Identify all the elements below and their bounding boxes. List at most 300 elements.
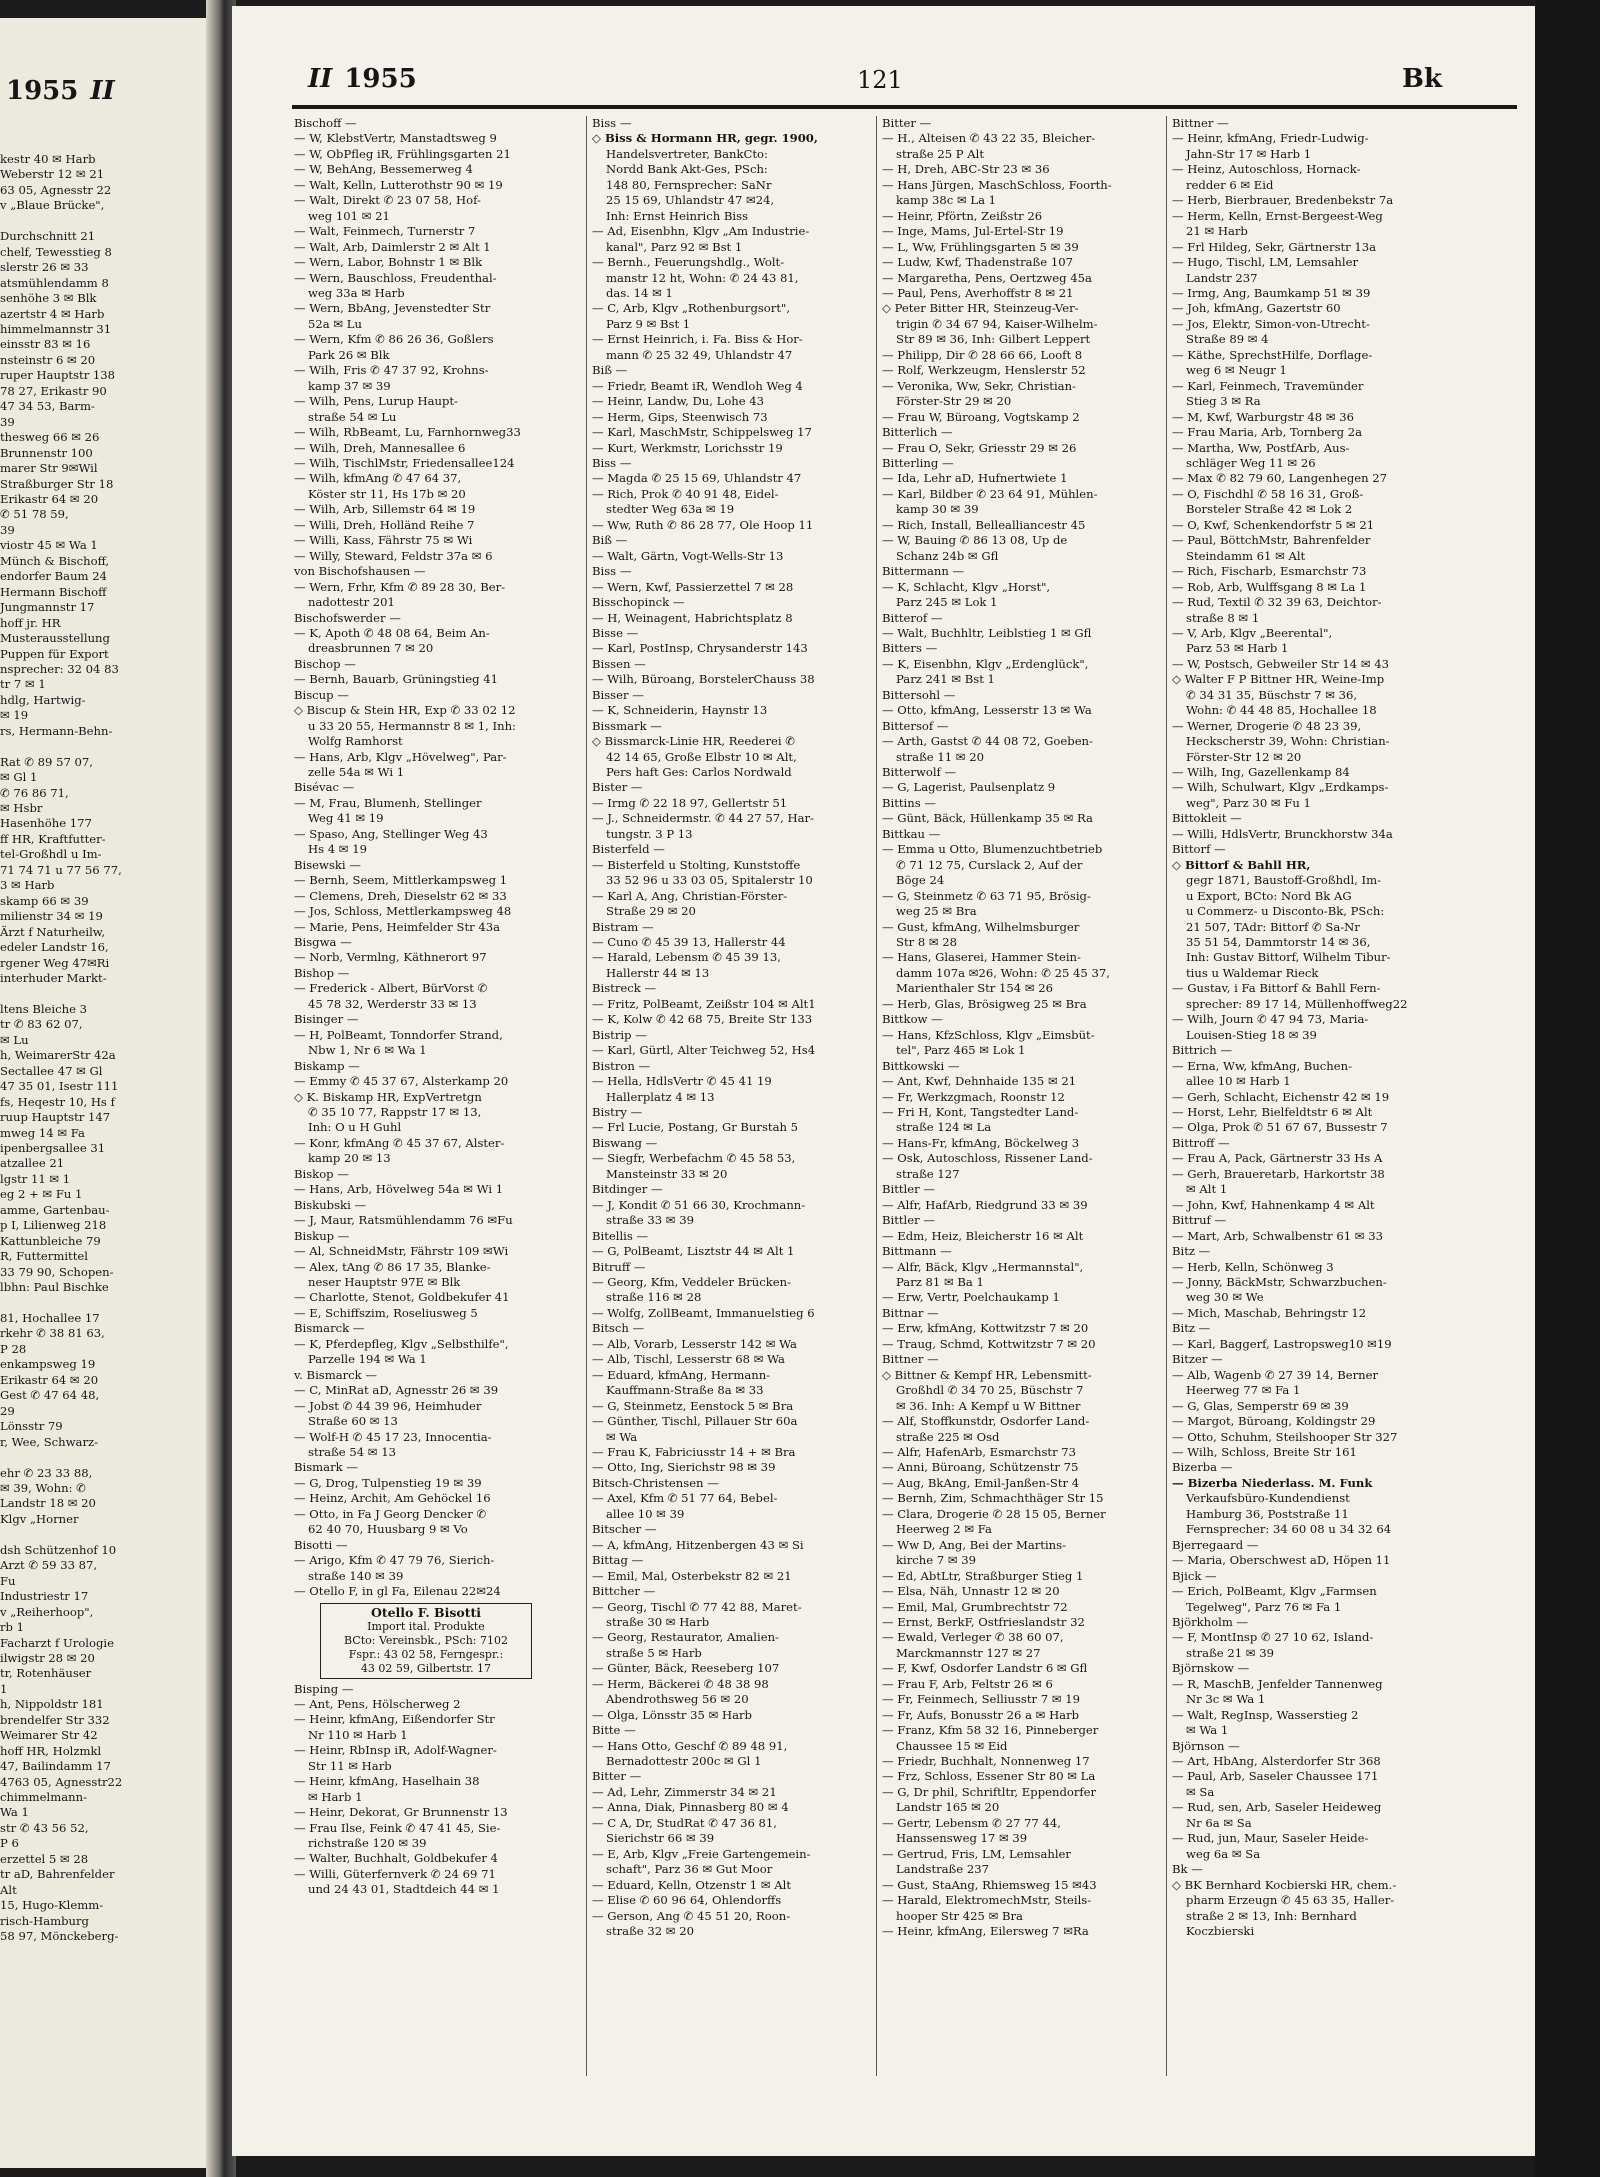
entry-line: — Emma u Otto, Blumenzuchtbetrieb: [882, 842, 1103, 857]
entry-line: weg 101 ✉ 21: [308, 208, 390, 223]
left-page-line: Facharzt f Urologie: [0, 1635, 114, 1650]
entry-line: — Hans, Glaserei, Hammer Stein-: [882, 950, 1081, 965]
entry-heading: Bitz —: [1172, 1321, 1211, 1336]
entry-line: und 24 43 01, Stadtdeich 44 ✉ 1: [308, 1882, 500, 1897]
entry-line: — Frl Hildeg, Sekr, Gärtnerstr 13a: [1172, 239, 1377, 254]
entry-line: Handelsvertreter, BankCto:: [606, 146, 768, 161]
entry-heading: Bittins —: [882, 795, 936, 810]
column-1: [294, 116, 580, 1898]
entry-line: — M, Kwf, Warburgstr 48 ✉ 36: [1172, 409, 1354, 424]
entry-line: — K, Schneiderin, Haynstr 13: [592, 703, 768, 718]
entry-line: — Spaso, Ang, Stellinger Weg 43: [294, 826, 488, 841]
left-page-line: rs, Hermann-Behn-: [0, 723, 113, 738]
column-2: [592, 116, 878, 1939]
entry-line: — G, Steinmetz, Eenstock 5 ✉ Bra: [592, 1398, 794, 1413]
left-page-line: Weimarer Str 42: [0, 1728, 98, 1743]
entry-line: 21 ✉ Harb: [1186, 224, 1248, 239]
entry-line: — R, MaschB, Jenfelder Tannenweg: [1172, 1676, 1383, 1691]
entry-line: — Walt, Direkt ✆ 23 07 58, Hof-: [294, 193, 481, 208]
header-year: 1955: [344, 64, 417, 94]
entry-line: neser Hauptstr 97E ✉ Blk: [308, 1274, 461, 1289]
entry-line: — Gertr, Lebensm ✆ 27 77 44,: [882, 1815, 1061, 1830]
left-page-line: 58 97, Mönckeberg-: [0, 1929, 119, 1944]
entry-line: — Irmg ✆ 22 18 97, Gellertstr 51: [592, 795, 788, 810]
entry-line: — Käthe, SprechstHilfe, Dorflage-: [1172, 347, 1373, 362]
entry-line: straße 54 ✉ 13: [308, 1444, 396, 1459]
entry-line: — Philipp, Dir ✆ 28 66 66, Looft 8: [882, 347, 1083, 362]
entry-line: — W, BehAng, Bessemerweg 4: [294, 162, 473, 177]
entry-line: — John, Kwf, Hahnenkamp 4 ✉ Alt: [1172, 1197, 1375, 1212]
entry-line: — Fr, Aufs, Bonusstr 26 a ✉ Harb: [882, 1707, 1080, 1722]
entry-line: Verkaufsbüro-Kundendienst: [1186, 1491, 1350, 1506]
left-page-line: Erikastr 64 ✉ 20: [0, 491, 99, 506]
entry-line: kamp 30 ✉ 39: [896, 502, 979, 517]
entry-line: 33 52 96 u 33 03 05, Spitalerstr 10: [606, 873, 813, 888]
entry-heading: Bismark —: [294, 1460, 358, 1475]
left-page-line: ✉ Gl 1: [0, 770, 38, 785]
entry-line: — G, PolBeamt, Lisztstr 44 ✉ Alt 1: [592, 1244, 795, 1259]
left-page-line: nsteinstr 6 ✉ 20: [0, 352, 96, 367]
left-page-line: v „Reiherhoop",: [0, 1604, 94, 1619]
entry-heading: Bissen —: [592, 656, 646, 671]
entry-line: — Heinr, kfmAng, Eilersweg 7 ✉Ra: [882, 1924, 1089, 1939]
entry-line: Abendrothsweg 56 ✉ 20: [606, 1692, 749, 1707]
entry-heading: Biss —: [592, 116, 632, 130]
ad-line-4: 43 02 59, Gilbertstr. 17: [360, 1661, 492, 1675]
entry-line: — J, Maur, Ratsmühlendamm 76 ✉Fu: [294, 1213, 513, 1228]
entry-line: Straße 89 ✉ 4: [1186, 332, 1269, 347]
entry-line: Wohn: ✆ 44 48 85, Hochallee 18: [1186, 703, 1377, 718]
entry-line: — Marie, Pens, Heimfelder Str 43a: [294, 919, 501, 934]
entry-line: — Frau A, Pack, Gärtnerstr 33 Hs A: [1172, 1151, 1383, 1166]
entry-heading: Bistram —: [592, 919, 654, 934]
entry-line: — Walt, Gärtn, Vogt-Wells-Str 13: [592, 548, 784, 563]
entry-line: — Herb, Glas, Brösigweg 25 ✉ Bra: [882, 996, 1087, 1011]
entry-heading: Bitellis —: [592, 1228, 649, 1243]
entry-line: — Otto, Schuhm, Steilshooper Str 327: [1172, 1429, 1398, 1444]
entry-line: Inh: Ernst Heinrich Biss: [606, 208, 749, 223]
left-page-line: Straßburger Str 18: [0, 476, 114, 491]
left-page-line: Weberstr 12 ✉ 21: [0, 167, 105, 182]
entry-line: — W, ObPfleg iR, Frühlingsgarten 21: [294, 146, 511, 161]
left-page-line: Brunnenstr 100: [0, 445, 93, 460]
entry-heading: Bistron —: [592, 1058, 651, 1073]
column-divider: [1166, 116, 1167, 2076]
entry-line: Parz 53 ✉ Harb 1: [1186, 641, 1289, 656]
entry-line: — Wilh, Schloss, Breite Str 161: [1172, 1444, 1357, 1459]
entry-line: das. 14 ✉ 1: [606, 285, 673, 300]
entry-line: — Gertrud, Fris, LM, Lemsahler: [882, 1846, 1071, 1861]
entry-line: — Paul, Arb, Saseler Chaussee 171: [1172, 1769, 1379, 1784]
entry-line: Hamburg 36, Poststraße 11: [1186, 1506, 1349, 1521]
entry-line: — Traug, Schmd, Kottwitzstr 7 ✉ 20: [882, 1336, 1096, 1351]
entry-heading: Bjick —: [1172, 1568, 1217, 1583]
left-page-line: himmelmannstr 31: [0, 321, 112, 336]
entry-line: weg 25 ✉ Bra: [896, 904, 977, 919]
entry-line: — Rolf, Werkzeugm, Henslerstr 52: [882, 363, 1086, 378]
entry-heading: Björnskow —: [1172, 1661, 1250, 1676]
entry-line: Hanssensweg 17 ✉ 39: [896, 1831, 1028, 1846]
entry-line: Weg 41 ✉ 19: [308, 811, 384, 826]
entry-line: — Maria, Oberschwest aD, Höpen 11: [1172, 1553, 1391, 1568]
entry-heading: Bk —: [1172, 1862, 1203, 1877]
entry-line: — J, Kondit ✆ 51 66 30, Krochmann-: [592, 1197, 806, 1212]
entry-heading: Bitterof —: [882, 610, 943, 625]
entry-line: trigin ✆ 34 67 94, Kaiser-Wilhelm-: [896, 316, 1098, 331]
entry-line: Straße 29 ✉ 20: [606, 904, 696, 919]
entry-line: 35 51 54, Dammtorstr 14 ✉ 36,: [1186, 935, 1371, 950]
entry-line: — Franz, Kfm 58 32 16, Pinneberger: [882, 1723, 1099, 1738]
entry-line: tungstr. 3 P 13: [606, 826, 693, 841]
right-page-header: [232, 62, 1542, 102]
left-page-line: 78 27, Erikastr 90: [0, 383, 107, 398]
entry-line: — A, kfmAng, Hitzenbergen 43 ✉ Si: [592, 1537, 804, 1552]
entry-line: 25 15 69, Uhlandstr 47 ✉24,: [606, 193, 775, 208]
entry-line: — Ed, AbtLtr, Straßburger Stieg 1: [882, 1568, 1084, 1583]
left-page-line: 63 05, Agnesstr 22: [0, 182, 112, 197]
left-page-line: enkampsweg 19: [0, 1357, 96, 1372]
left-page-line: ipenbergsallee 31: [0, 1141, 106, 1155]
entry-line: — Horst, Lehr, Bielfeldtstr 6 ✉ Alt: [1172, 1105, 1373, 1119]
entry-line: Inh: Gustav Bittorf, Wilhelm Tibur-: [1186, 950, 1391, 965]
entry-heading: Bizerba —: [1172, 1460, 1233, 1475]
entry-line: — Emil, Mal, Grumbrechtstr 72: [882, 1599, 1068, 1614]
entry-line: weg 6 ✉ Neugr 1: [1186, 363, 1287, 378]
entry-heading: Bisschopinck —: [592, 595, 685, 610]
entry-line: — Wilh, Journ ✆ 47 94 73, Maria-: [1172, 1012, 1369, 1027]
entry-line: kanal", Parz 92 ✉ Bst 1: [606, 239, 743, 254]
left-page-line: Landstr 18 ✉ 20: [0, 1496, 96, 1511]
left-page-line: Rat ✆ 89 57 07,: [0, 754, 93, 769]
header-rule: [292, 105, 1517, 109]
left-page-line: fs, Heqestr 10, Hs f: [0, 1094, 115, 1109]
entry-line: — Clemens, Dreh, Dieselstr 62 ✉ 33: [294, 888, 507, 903]
entry-line: sprecher: 89 17 14, Müllenhoffweg22: [1186, 996, 1408, 1011]
entry-line: — Harald, Lebensm ✆ 45 39 13,: [592, 950, 781, 965]
left-page-line: 15, Hugo-Klemm-: [0, 1898, 104, 1913]
entry-line: Koczbierski: [1186, 1924, 1255, 1939]
left-page-line: [0, 214, 210, 229]
entry-heading: Bisévac —: [294, 780, 355, 795]
column-3: [882, 116, 1168, 1939]
left-page-line: ✉ 19: [0, 708, 29, 723]
entry-line: — Herb, Kelln, Schönweg 3: [1172, 1259, 1334, 1274]
entry-heading: Bischoff —: [294, 116, 357, 130]
entry-line: — Erna, Ww, kfmAng, Buchen-: [1172, 1058, 1353, 1073]
entry-line: — Norb, Vermlng, Käthnerort 97: [294, 950, 487, 965]
entry-heading: Bistry —: [592, 1105, 643, 1119]
entry-line: — Bernh, Seem, Mittlerkampsweg 1: [294, 873, 508, 888]
left-page-line: Kattunbleiche 79: [0, 1233, 101, 1248]
entry-line: — Otto, in Fa J Georg Dencker ✆: [294, 1506, 487, 1521]
left-page-line: tr ✆ 83 62 07,: [0, 1017, 83, 1032]
entry-line: straße 21 ✉ 39: [1186, 1645, 1274, 1660]
entry-line: — Hans Otto, Geschf ✆ 89 48 91,: [592, 1738, 788, 1753]
entry-heading: Bittkowski —: [882, 1058, 960, 1073]
entry-line: — F, Kwf, Osdorfer Landstr 6 ✉ Gfl: [882, 1661, 1088, 1676]
entry-line: — Herm, Bäckerei ✆ 48 38 98: [592, 1676, 769, 1691]
entry-heading: Bischofswerder —: [294, 610, 401, 625]
left-page-line: senhöhe 3 ✉ Blk: [0, 291, 97, 306]
entry-line: — Siegfr, Werbefachm ✆ 45 58 53,: [592, 1151, 796, 1166]
entry-line: — Heinr, kfmAng, Friedr-Ludwig-: [1172, 131, 1369, 146]
left-page-line: ehr ✆ 23 33 88,: [0, 1465, 93, 1480]
entry-line: weg 30 ✉ We: [1186, 1290, 1264, 1305]
entry-line: kamp 20 ✉ 13: [308, 1151, 391, 1166]
entry-heading: von Bischofshausen —: [294, 564, 426, 579]
left-page-line: [0, 739, 210, 754]
left-page-line: eg 2 + ✉ Fu 1: [0, 1187, 83, 1202]
left-page-line: ✉ 39, Wohn: ✆: [0, 1480, 86, 1495]
entry-line: — Inge, Mams, Jul-Ertel-Str 19: [882, 224, 1064, 239]
entry-heading: Bitsch-Christensen —: [592, 1475, 719, 1490]
entry-line: — Emmy ✆ 45 37 67, Alsterkamp 20: [294, 1074, 509, 1089]
entry-line: Parzelle 194 ✉ Wa 1: [308, 1352, 427, 1367]
left-page-line: 47 34 53, Barm-: [0, 399, 95, 414]
entry-line: Heerweg 2 ✉ Fa: [896, 1522, 992, 1537]
entry-line: — Kurt, Werkmstr, Lorichsstr 19: [592, 440, 783, 455]
entry-line: ◇ Bittorf & Bahll HR,: [1172, 857, 1311, 872]
entry-heading: Bittner —: [1172, 116, 1229, 130]
left-page-line: atzallee 21: [0, 1156, 65, 1171]
entry-heading: Bisgwa —: [294, 935, 352, 950]
entry-line: — Al, SchneidMstr, Fährstr 109 ✉Wi: [294, 1244, 509, 1259]
left-page-line: thesweg 66 ✉ 26: [0, 430, 100, 445]
entry-heading: Biskup —: [294, 1228, 350, 1243]
entry-line: — Walt, Feinmech, Turnerstr 7: [294, 224, 476, 239]
left-page-line: edeler Landstr 16,: [0, 940, 109, 955]
entry-line: weg 6a ✉ Sa: [1186, 1846, 1261, 1861]
entry-line: Louisen-Stieg 18 ✉ 39: [1186, 1027, 1317, 1042]
entry-line: Bernadottestr 200c ✉ Gl 1: [606, 1754, 762, 1769]
running-head: Bk: [1402, 64, 1442, 94]
entry-heading: Bishop —: [294, 965, 350, 980]
entry-line: — Wilh, Fris ✆ 47 37 92, Krohns-: [294, 363, 489, 378]
entry-heading: Biß —: [592, 363, 628, 378]
entry-line: — Rich, Fischarb, Esmarchstr 73: [1172, 564, 1367, 579]
entry-line: 52a ✉ Lu: [308, 316, 362, 331]
entry-line: — Wern, BbAng, Jevenstedter Str: [294, 301, 491, 316]
entry-line: — Willi, Dreh, Holländ Reihe 7: [294, 517, 475, 532]
entry-line: Großhdl ✆ 34 70 25, Büschstr 7: [896, 1383, 1084, 1398]
entry-line: kirche 7 ✉ 39: [896, 1553, 976, 1568]
entry-line: mann ✆ 25 32 49, Uhlandstr 47: [606, 347, 793, 362]
entry-line: — W, Bauing ✆ 86 13 08, Up de: [882, 533, 1068, 548]
column-divider: [876, 116, 877, 2076]
entry-line: — Fri H, Kont, Tangstedter Land-: [882, 1105, 1079, 1119]
entry-line: Landstraße 237: [896, 1862, 989, 1877]
entry-heading: Biss —: [592, 564, 632, 579]
entry-line: — Paul, BöttchMstr, Bahrenfelder: [1172, 533, 1371, 548]
left-page-line: azertstr 4 ✉ Harb: [0, 306, 105, 321]
entry-line: — Otto, Ing, Sierichstr 98 ✉ 39: [592, 1460, 776, 1475]
entry-line: — Martha, Ww, PostfArb, Aus-: [1172, 440, 1350, 455]
page-number: 121: [857, 66, 903, 94]
entry-line: — Ernst Heinrich, i. Fa. Biss & Hor-: [592, 332, 803, 347]
entry-heading: Bitz —: [1172, 1244, 1211, 1259]
entry-line: Förster-Str 12 ✉ 20: [1186, 749, 1302, 764]
entry-line: — O, Kwf, Schenkendorfstr 5 ✉ 21: [1172, 517, 1375, 532]
column-4: [1172, 116, 1458, 1939]
entry-line: straße 33 ✉ 39: [606, 1213, 694, 1228]
entry-line: Str 8 ✉ 28: [896, 935, 958, 950]
entry-line: 42 14 65, Große Elbstr 10 ✉ Alt,: [606, 749, 797, 764]
entry-line: — C A, Dr, StudRat ✆ 47 36 81,: [592, 1815, 777, 1830]
left-page-line: Ärzt f Naturheilw,: [0, 924, 106, 939]
entry-line: — C, MinRat aD, Agnesstr 26 ✉ 39: [294, 1383, 499, 1398]
left-page-line: ✆ 51 78 59,: [0, 507, 69, 522]
entry-line: — Friedr, Beamt iR, Wendloh Weg 4: [592, 378, 803, 393]
entry-line: — Wilh, Arb, Sillemstr 64 ✉ 19: [294, 502, 476, 517]
entry-line: — Gerh, Braueretarb, Harkortstr 38: [1172, 1166, 1385, 1181]
ad-line-1: Import ital. Produkte: [367, 1619, 485, 1633]
entry-line: Nordd Bank Akt-Ges, PSch:: [606, 162, 768, 177]
entry-line: Förster-Str 29 ✉ 20: [896, 394, 1012, 409]
left-page-line: Erikastr 64 ✉ 20: [0, 1372, 99, 1387]
left-page-line: Musterausstellung: [0, 631, 110, 646]
entry-line: — Ida, Lehr aD, Hufnertwiete 1: [882, 471, 1068, 486]
entry-heading: Bittruf —: [1172, 1213, 1227, 1228]
entry-line: — Ww, Ruth ✆ 86 28 77, Ole Hoop 11: [592, 517, 814, 532]
entry-line: — Herm, Gips, Steenwisch 73: [592, 409, 768, 424]
left-page-line: 39: [0, 414, 15, 429]
entry-line: richstraße 120 ✉ 39: [308, 1836, 427, 1851]
entry-line: — E, Arb, Klgv „Freie Gartengemein-: [592, 1846, 811, 1861]
entry-heading: Björnson —: [1172, 1738, 1240, 1753]
entry-line: — Bisterfeld u Stolting, Kunststoffe: [592, 857, 801, 872]
entry-line: — Herm, Kelln, Ernst-Bergeest-Weg: [1172, 208, 1383, 223]
entry-line: Marienthaler Str 154 ✉ 26: [896, 981, 1053, 996]
entry-line: Hallerplatz 4 ✉ 13: [606, 1089, 715, 1104]
entry-line: redder 6 ✉ Eid: [1186, 177, 1274, 192]
entry-line: Sierichstr 66 ✉ 39: [606, 1831, 715, 1846]
left-page-line: [0, 986, 210, 1001]
entry-line: straße 30 ✉ Harb: [606, 1614, 710, 1629]
entry-line: — Osk, Autoschloss, Rissener Land-: [882, 1151, 1093, 1166]
entry-heading: Bittermann —: [882, 564, 965, 579]
entry-line: ✆ 34 31 35, Büschstr 7 ✉ 36,: [1186, 687, 1358, 702]
entry-line: — Karl, Baggerf, Lastropsweg10 ✉19: [1172, 1336, 1392, 1351]
entry-heading: Bisinger —: [294, 1012, 359, 1027]
entry-line: ◇ Biss & Hormann HR, gegr. 1900,: [592, 131, 818, 146]
entry-line: — Cuno ✆ 45 39 13, Hallerstr 44: [592, 935, 786, 950]
entry-line: 62 40 70, Huusbarg 9 ✉ Vo: [308, 1522, 468, 1537]
entry-line: — Gust, kfmAng, Wilhelmsburger: [882, 919, 1080, 934]
entry-line: ✉ Sa: [1186, 1784, 1215, 1799]
entry-line: Nr 6a ✉ Sa: [1186, 1815, 1252, 1830]
entry-line: — Jos, Elektr, Simon-von-Utrecht-: [1172, 316, 1370, 331]
entry-line: Köster str 11, Hs 17b ✉ 20: [308, 486, 466, 501]
column-1-entries: [294, 116, 580, 1600]
entry-line: — M, Frau, Blumenh, Stellinger: [294, 795, 482, 810]
entry-line: — Rud, jun, Maur, Saseler Heide-: [1172, 1831, 1369, 1846]
entry-line: — Wilh, Pens, Lurup Haupt-: [294, 394, 458, 409]
entry-line: — Wern, Labor, Bohnstr 1 ✉ Blk: [294, 255, 483, 270]
entry-line: — Rob, Arb, Wulffsgang 8 ✉ La 1: [1172, 579, 1367, 594]
entry-line: — Georg, Kfm, Veddeler Brücken-: [592, 1274, 791, 1289]
entry-line: — Alfr, HafenArb, Esmarchstr 73: [882, 1444, 1077, 1459]
left-header-year: 1955: [6, 76, 79, 106]
entry-line: — F, MontInsp ✆ 27 10 62, Island-: [1172, 1630, 1374, 1645]
entry-line: straße 140 ✉ 39: [308, 1568, 404, 1583]
entry-line: Pers haft Ges: Carlos Nordwald: [606, 765, 792, 780]
entry-line: — Walt, RegInsp, Wasserstieg 2: [1172, 1707, 1359, 1722]
entry-line: — Frederick - Albert, BürVorst ✆: [294, 981, 488, 996]
entry-line: Stieg 3 ✉ Ra: [1186, 394, 1261, 409]
entry-line: — K, Apoth ✆ 48 08 64, Beim An-: [294, 625, 490, 640]
left-page-line: interhuder Markt-: [0, 971, 107, 986]
entry-line: — Margaretha, Pens, Oertzweg 45a: [882, 270, 1092, 285]
entry-line: — Heinz, Autoschloss, Hornack-: [1172, 162, 1361, 177]
entry-line: — Frau F, Arb, Feltstr 26 ✉ 6: [882, 1676, 1053, 1691]
left-page-line: 81, Hochallee 17: [0, 1310, 100, 1325]
entry-line: schaft", Parz 36 ✉ Gut Moor: [606, 1862, 773, 1877]
entry-line: straße 8 ✉ 1: [1186, 610, 1260, 625]
entry-heading: Bitsch —: [592, 1321, 645, 1336]
entry-heading: v. Bismarck —: [294, 1367, 377, 1382]
left-page-line: Puppen für Export: [0, 646, 109, 661]
left-page-line: Lönsstr 79: [0, 1419, 63, 1434]
entry-line: ✉ Harb 1: [308, 1789, 363, 1804]
entry-line: — Wolfg, ZollBeamt, Immanuelstieg 6: [592, 1305, 815, 1320]
entry-line: — Rud, sen, Arb, Saseler Heideweg: [1172, 1800, 1382, 1815]
entry-line: — Walt, Buchhltr, Leiblstieg 1 ✉ Gfl: [882, 625, 1092, 640]
entry-line: — Heinr, Pförtn, Zeißstr 26: [882, 208, 1043, 223]
entry-line: — H, Dreh, ABC-Str 23 ✉ 36: [882, 162, 1050, 177]
entry-heading: Bittorf —: [1172, 842, 1226, 857]
entry-line: nadottestr 201: [308, 595, 395, 610]
entry-line: — Fritz, PolBeamt, Zeißstr 104 ✉ Alt1: [592, 996, 816, 1011]
entry-line: — Fr, Werkzgmach, Roonstr 12: [882, 1089, 1065, 1104]
advertisement-box: [320, 1603, 532, 1679]
entry-line: Kauffmann-Straße 8a ✉ 33: [606, 1383, 764, 1398]
entry-line: — Frau Maria, Arb, Tornberg 2a: [1172, 425, 1362, 440]
left-page-line: hdlg, Hartwig-: [0, 692, 86, 707]
entry-line: Landstr 165 ✉ 20: [896, 1800, 1000, 1815]
entry-heading: Bitterlich —: [882, 425, 953, 440]
entry-line: — K, Kolw ✆ 42 68 75, Breite Str 133: [592, 1012, 813, 1027]
ad-title: Otello F. Bisotti: [370, 1604, 482, 1620]
left-page: [0, 18, 215, 2168]
left-page-line: 47 35 01, Isestr 111: [0, 1079, 119, 1094]
entry-line: — Otto, kfmAng, Lesserstr 13 ✉ Wa: [882, 703, 1092, 718]
column-1-entries-continued: [294, 1682, 580, 1898]
entry-line: — Willi, Kass, Fährstr 75 ✉ Wi: [294, 533, 473, 548]
left-page-line: tr aD, Bahrenfelder: [0, 1867, 115, 1882]
entry-heading: Bittmann —: [882, 1244, 952, 1259]
entry-line: Borsteler Straße 42 ✉ Lok 2: [1186, 502, 1353, 517]
ad-line-2: BCto: Vereinsbk., PSch: 7102: [344, 1633, 508, 1647]
entry-line: Nbw 1, Nr 6 ✉ Wa 1: [308, 1043, 427, 1058]
left-page-line: Hasenhöhe 177: [0, 816, 92, 831]
entry-heading: Biswang —: [592, 1135, 658, 1150]
left-page-line: ruup Hauptstr 147: [0, 1110, 111, 1125]
entry-line: Hs 4 ✉ 19: [308, 842, 367, 857]
entry-heading: Bitters —: [882, 641, 938, 656]
entry-heading: Biskubski —: [294, 1197, 367, 1212]
left-header-roman: II: [90, 76, 115, 106]
entry-line: — Gerson, Ang ✆ 45 51 20, Roon-: [592, 1908, 791, 1923]
left-page-line: ilwigstr 28 ✉ 20: [0, 1650, 95, 1665]
left-page-line: einsstr 83 ✉ 16: [0, 337, 91, 352]
entry-line: — H, PolBeamt, Tonndorfer Strand,: [294, 1027, 503, 1042]
left-page-line: tr, Rotenhäuser: [0, 1666, 92, 1681]
entry-heading: Biß —: [592, 533, 628, 548]
entry-line: — Mart, Arb, Schwalbenstr 61 ✉ 33: [1172, 1228, 1383, 1243]
entry-line: — Heinr, Dekorat, Gr Brunnenstr 13: [294, 1805, 508, 1820]
entry-line: — Gust, StaAng, Rhiemsweg 15 ✉43: [882, 1877, 1097, 1892]
entry-line: — Olga, Prok ✆ 51 67 67, Bussestr 7: [1172, 1120, 1388, 1135]
